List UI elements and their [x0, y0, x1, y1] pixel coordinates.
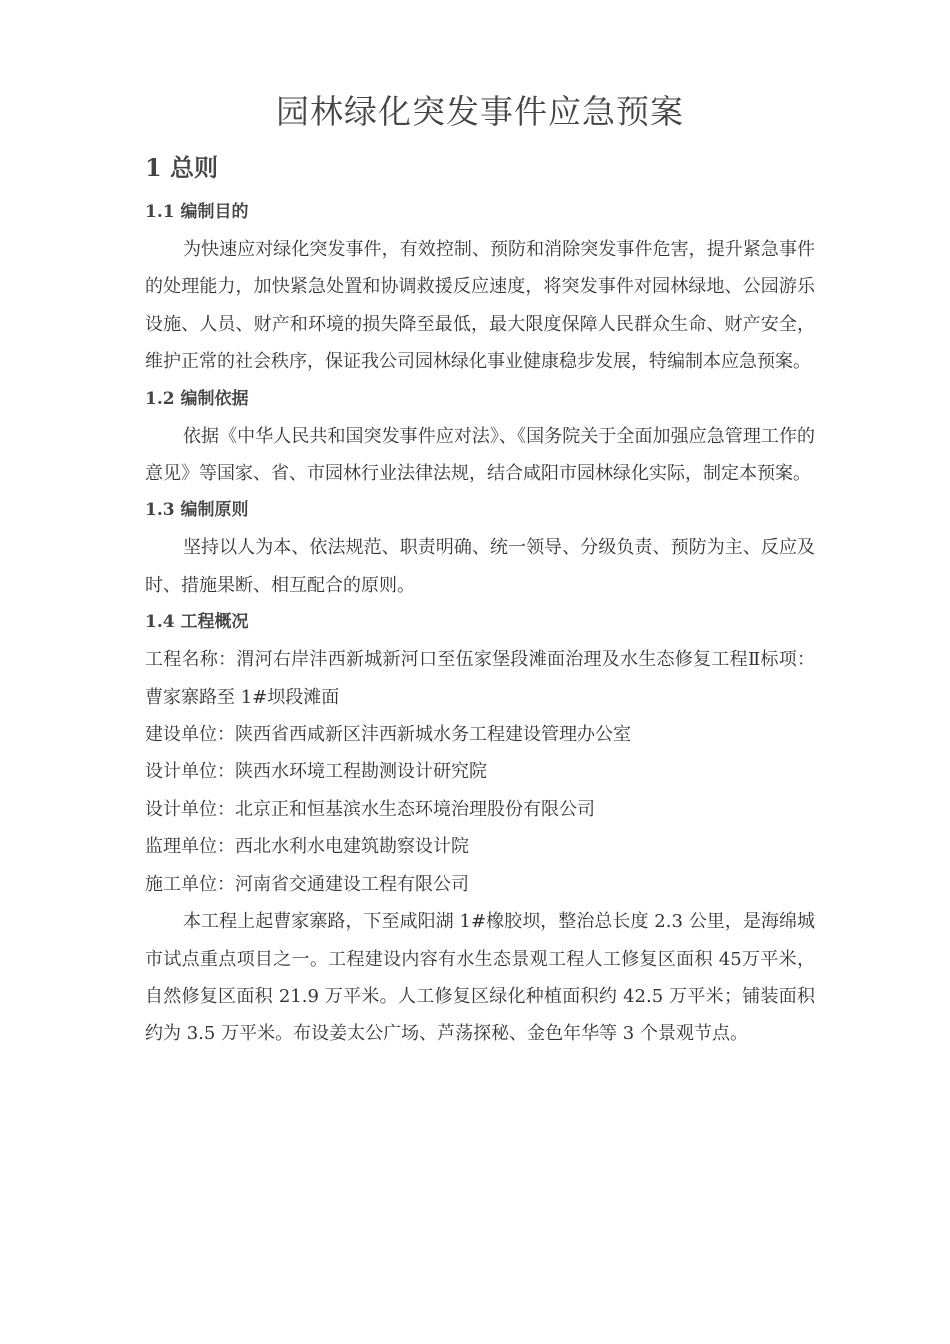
designer-line-1: 设计单位：陕西水环境工程勘测设计研究院 [145, 761, 487, 783]
contractor-line: 施工单位：河南省交通建设工程有限公司 [145, 873, 469, 895]
builder-line: 建设单位：陕西省西咸新区沣西新城水务工程建设管理办公室 [145, 724, 631, 746]
paragraph-project-overview: 本工程上起曹家寨路，下至咸阳湖 1#橡胶坝，整治总长度 2.3 公里，是海绵城市试点重点项目之一。工程建设内容有水生态景观工程人工修复区面积 45万平米，自然修复区面积 21.9 万平米。人工修复区绿化种植面积约 42.5 万平米；铺装面积约为 3.5 万平米。布设姜太公广场、芦荡探秘、金色年华等 3 个景观节点。 [145, 911, 815, 1045]
paragraph-basis: 依据《中华人民共和国突发事件应对法》、《国务院关于全面加强应急管理工作的意见》等国家、省、市园林行业法律法规，结合咸阳市园林绿化实际，制定本预案。 [145, 425, 815, 485]
designer-line-2: 设计单位：北京正和恒基滨水生态环境治理股份有限公司 [145, 798, 595, 820]
document-page [145, 86, 815, 1053]
subsection-heading-basis: 1.2 编制依据 [145, 388, 249, 409]
document-title: 园林绿化突发事件应急预案 [276, 92, 684, 131]
section-heading-general: 1 总则 [145, 153, 219, 182]
subsection-heading-project-overview: 1.4 工程概况 [145, 612, 249, 633]
subsection-heading-principles: 1.3 编制原则 [145, 500, 249, 521]
supervisor-line: 监理单位：西北水利水电建筑勘察设计院 [145, 836, 469, 858]
project-name-line: 工程名称：渭河右岸沣西新城新河口至伍家堡段滩面治理及水生态修复工程Ⅱ标项：曹家寨路至 1#坝段滩面 [145, 649, 815, 708]
subsection-heading-purpose: 1.1 编制目的 [145, 202, 249, 222]
paragraph-principles: 坚持以人为本、依法规范、职责明确、统一领导、分级负责、预防为主、反应及时、措施果断、相互配合的原则。 [145, 537, 815, 596]
paragraph-purpose: 为快速应对绿化突发事件，有效控制、预防和消除突发事件危害，提升紧急事件的处理能力，加快紧急处置和协调救援反应速度，将突发事件对园林绿地、公园游乐设施、人员、财产和环境的损失降至最低，最大限度保障人民群众生命、财产安全，维护正常的社会秩序，保证我公司园林绿化事业健康稳步发展，特编制本应急预案。 [145, 239, 815, 373]
